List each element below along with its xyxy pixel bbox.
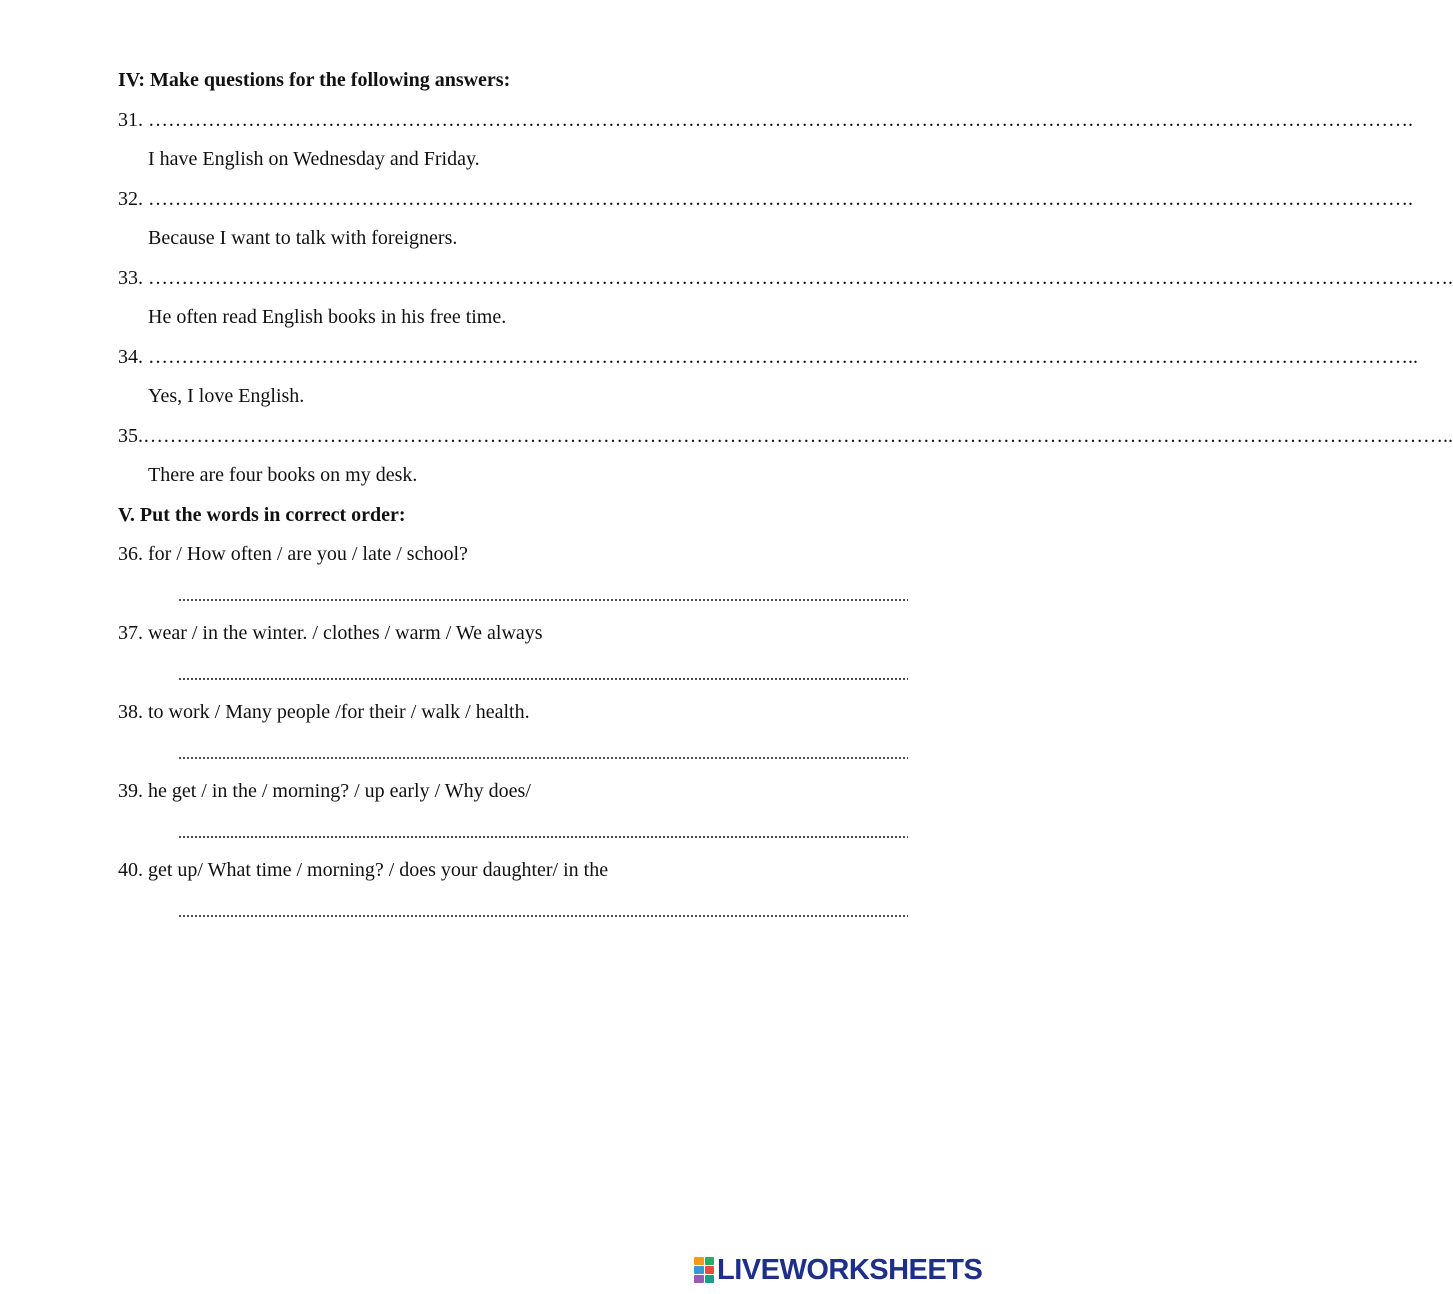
question-32-answer: Because I want to talk with foreigners.	[148, 227, 458, 249]
question-34-prompt[interactable]: 34. ………………………………………………………………………………………………………………………………………………………………………..	[118, 346, 1418, 368]
mark-cell	[705, 1257, 715, 1265]
question-36-answer-blank[interactable]	[178, 598, 908, 602]
question-35-prompt[interactable]: 35.……………………………………………………………………………………………………………………………………………………………………………..	[118, 425, 1453, 447]
question-33-prompt[interactable]: 33. …………………………………………………………………………………………………………………………………………………………………………….	[118, 267, 1453, 289]
question-37-prompt: 37. wear / in the winter. / clothes / warm / We always	[118, 622, 543, 644]
section-v-heading: V. Put the words in correct order:	[118, 504, 406, 526]
question-37-answer-blank[interactable]	[178, 677, 908, 681]
section-iv-heading: IV: Make questions for the following answers:	[118, 69, 511, 91]
question-35-answer: There are four books on my desk.	[148, 464, 418, 486]
logo-text: LIVEWORKSHEETS	[717, 1253, 983, 1286]
question-31-answer: I have English on Wednesday and Friday.	[148, 148, 480, 170]
mark-cell	[694, 1266, 704, 1274]
liveworksheets-logo	[694, 1254, 982, 1286]
question-38-answer-blank[interactable]	[178, 756, 908, 760]
mark-cell	[705, 1275, 715, 1283]
question-33-answer: He often read English books in his free time.	[148, 306, 507, 328]
question-39-answer-blank[interactable]	[178, 835, 908, 839]
liveworksheets-mark-icon	[694, 1257, 714, 1283]
mark-cell	[705, 1266, 715, 1274]
question-32-prompt[interactable]: 32. ……………………………………………………………………………………………………………………………………………………………………….	[118, 188, 1413, 210]
question-36-prompt: 36. for / How often / are you / late / school?	[118, 543, 468, 565]
question-39-prompt: 39. he get / in the / morning? / up early / Why does/	[118, 780, 531, 802]
question-40-prompt: 40. get up/ What time / morning? / does your daughter/ in the	[118, 859, 609, 881]
question-31-prompt[interactable]: 31. ……………………………………………………………………………………………………………………………………………………………………….	[118, 109, 1413, 131]
mark-cell	[694, 1257, 704, 1265]
question-38-prompt: 38. to work / Many people /for their / walk / health.	[118, 701, 530, 723]
question-40-answer-blank[interactable]	[178, 914, 908, 918]
question-34-answer: Yes, I love English.	[148, 385, 305, 407]
mark-cell	[694, 1275, 704, 1283]
